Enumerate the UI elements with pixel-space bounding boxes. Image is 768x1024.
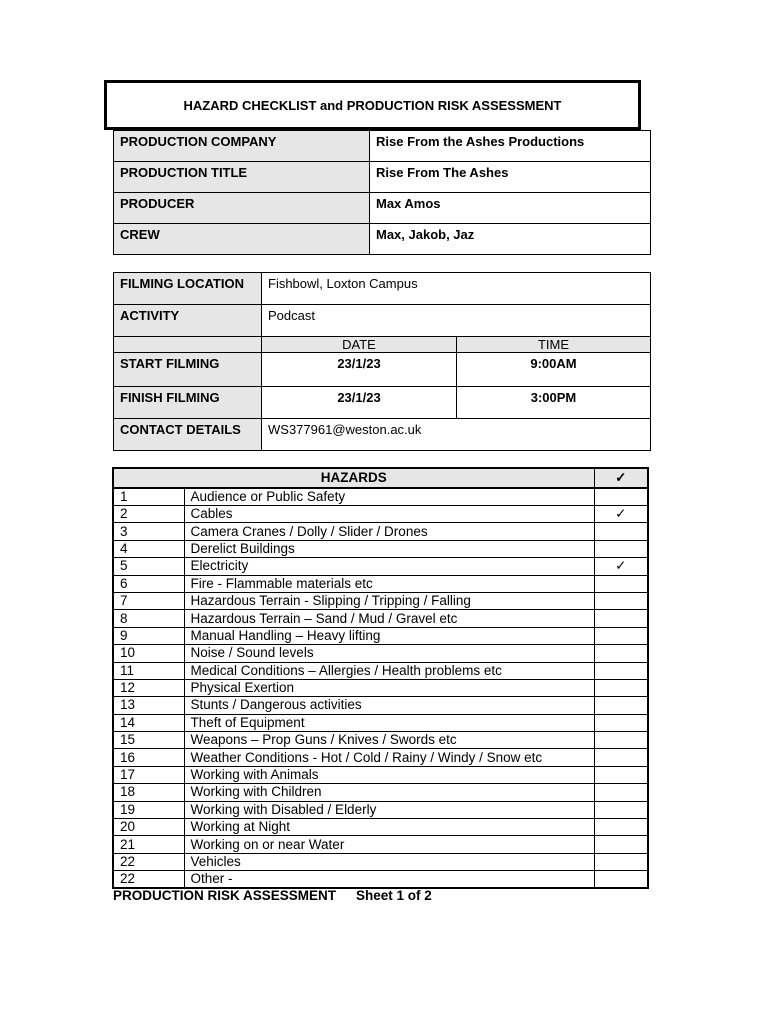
hazard-number: 15	[113, 732, 184, 749]
hazard-check-cell[interactable]	[594, 853, 648, 870]
hazard-number: 9	[113, 627, 184, 644]
hazard-number: 3	[113, 523, 184, 540]
hazard-name: Noise / Sound levels	[184, 645, 594, 662]
hazard-name: Weapons – Prop Guns / Knives / Swords etc	[184, 732, 594, 749]
hazard-number: 1	[113, 488, 184, 506]
hazard-number: 6	[113, 575, 184, 592]
hazard-number: 16	[113, 749, 184, 766]
hazard-name: Hazardous Terrain – Sand / Mud / Gravel etc	[184, 610, 594, 627]
activity-row	[114, 305, 651, 337]
hazard-number: 17	[113, 766, 184, 783]
contact-details-label: CONTACT DETAILS	[114, 419, 262, 451]
hazard-row	[113, 627, 648, 644]
hazard-number: 21	[113, 836, 184, 853]
date-header: DATE	[262, 337, 457, 353]
hazard-name: Manual Handling – Heavy lifting	[184, 627, 594, 644]
hazard-check-cell[interactable]	[594, 523, 648, 540]
hazard-check-cell[interactable]	[594, 645, 648, 662]
producer-label: PRODUCER	[114, 193, 370, 224]
start-filming-label: START FILMING	[114, 353, 262, 387]
filming-location-value: Fishbowl, Loxton Campus	[262, 273, 651, 305]
crew-label: CREW	[114, 224, 370, 255]
hazard-row	[113, 871, 648, 889]
sheet-number: Sheet 1 of 2	[356, 888, 432, 903]
producer-value: Max Amos	[370, 193, 651, 224]
hazard-check-cell[interactable]: ✓	[594, 506, 648, 523]
hazard-number: 7	[113, 592, 184, 609]
hazard-row	[113, 766, 648, 783]
hazard-number: 14	[113, 714, 184, 731]
footer-title: PRODUCTION RISK ASSESSMENT	[113, 888, 337, 903]
hazard-row	[113, 679, 648, 696]
hazard-number: 11	[113, 662, 184, 679]
hazard-row	[113, 558, 648, 575]
hazard-number: 20	[113, 819, 184, 836]
hazard-row	[113, 784, 648, 801]
time-header: TIME	[457, 337, 651, 353]
hazards-header-row	[113, 468, 648, 488]
hazard-name: Medical Conditions – Allergies / Health problems etc	[184, 662, 594, 679]
hazard-row	[113, 732, 648, 749]
hazard-check-cell[interactable]	[594, 766, 648, 783]
hazard-check-cell[interactable]	[594, 784, 648, 801]
filming-location-row	[114, 273, 651, 305]
hazard-name: Hazardous Terrain - Slipping / Tripping / Falling	[184, 592, 594, 609]
hazard-row	[113, 610, 648, 627]
hazard-number: 19	[113, 801, 184, 818]
finish-date: 23/1/23	[262, 387, 457, 419]
activity-value: Podcast	[262, 305, 651, 337]
hazard-row	[113, 488, 648, 506]
date-time-header-row	[114, 337, 651, 353]
hazard-name: Other -	[184, 871, 594, 889]
crew-value: Max, Jakob, Jaz	[370, 224, 651, 255]
hazard-row	[113, 645, 648, 662]
hazard-row	[113, 662, 648, 679]
production-title-label: PRODUCTION TITLE	[114, 162, 370, 193]
hazard-number: 12	[113, 679, 184, 696]
hazard-row	[113, 801, 648, 818]
page-footer	[113, 888, 432, 903]
hazard-row	[113, 523, 648, 540]
hazard-row	[113, 697, 648, 714]
hazard-number: 10	[113, 645, 184, 662]
hazards-header: HAZARDS	[113, 468, 594, 488]
hazard-check-cell[interactable]	[594, 592, 648, 609]
hazard-number: 22	[113, 853, 184, 870]
hazard-number: 13	[113, 697, 184, 714]
hazard-name: Vehicles	[184, 853, 594, 870]
hazard-check-cell[interactable]	[594, 679, 648, 696]
hazard-check-cell[interactable]	[594, 801, 648, 818]
finish-time: 3:00PM	[457, 387, 651, 419]
hazard-check-cell[interactable]	[594, 540, 648, 557]
contact-details-row	[114, 419, 651, 451]
hazard-row	[113, 540, 648, 557]
hazard-name: Physical Exertion	[184, 679, 594, 696]
check-header-icon: ✓	[594, 468, 648, 488]
start-date: 23/1/23	[262, 353, 457, 387]
hazard-name: Cables	[184, 506, 594, 523]
hazard-number: 5	[113, 558, 184, 575]
production-company-label: PRODUCTION COMPANY	[114, 131, 370, 162]
hazard-check-cell[interactable]	[594, 714, 648, 731]
production-title-row	[114, 162, 651, 193]
hazard-number: 2	[113, 506, 184, 523]
hazard-check-cell[interactable]: ✓	[594, 558, 648, 575]
hazard-row	[113, 506, 648, 523]
hazard-row	[113, 853, 648, 870]
hazard-name: Camera Cranes / Dolly / Slider / Drones	[184, 523, 594, 540]
hazard-row	[113, 749, 648, 766]
production-company-value: Rise From the Ashes Productions	[370, 131, 651, 162]
hazard-number: 22	[113, 871, 184, 889]
hazard-check-cell[interactable]	[594, 836, 648, 853]
crew-row	[114, 224, 651, 255]
hazard-check-cell[interactable]	[594, 610, 648, 627]
hazard-name: Fire - Flammable materials etc	[184, 575, 594, 592]
start-filming-row	[114, 353, 651, 387]
producer-row	[114, 193, 651, 224]
hazard-check-cell[interactable]	[594, 662, 648, 679]
hazard-row	[113, 836, 648, 853]
hazard-check-cell[interactable]	[594, 819, 648, 836]
location-schedule-table	[113, 272, 651, 451]
hazard-check-cell[interactable]	[594, 871, 648, 889]
hazard-name: Working at Night	[184, 819, 594, 836]
hazard-name: Theft of Equipment	[184, 714, 594, 731]
hazard-row	[113, 819, 648, 836]
document-title: HAZARD CHECKLIST and PRODUCTION RISK ASSESSMENT	[104, 80, 641, 130]
hazard-check-cell[interactable]	[594, 627, 648, 644]
hazard-check-cell[interactable]	[594, 749, 648, 766]
blank-header-cell	[114, 337, 262, 353]
hazard-row	[113, 592, 648, 609]
hazard-row	[113, 575, 648, 592]
hazard-check-cell[interactable]	[594, 488, 648, 506]
finish-filming-row	[114, 387, 651, 419]
hazard-name: Electricity	[184, 558, 594, 575]
hazard-name: Audience or Public Safety	[184, 488, 594, 506]
production-company-row	[114, 131, 651, 162]
start-time: 9:00AM	[457, 353, 651, 387]
production-details-table	[113, 130, 651, 255]
hazard-check-cell[interactable]	[594, 697, 648, 714]
hazard-number: 4	[113, 540, 184, 557]
hazard-name: Weather Conditions - Hot / Cold / Rainy / Windy / Snow etc	[184, 749, 594, 766]
activity-label: ACTIVITY	[114, 305, 262, 337]
hazard-name: Working on or near Water	[184, 836, 594, 853]
hazard-number: 18	[113, 784, 184, 801]
production-title-value: Rise From The Ashes	[370, 162, 651, 193]
hazard-name: Working with Children	[184, 784, 594, 801]
hazard-name: Working with Disabled / Elderly	[184, 801, 594, 818]
hazards-table	[112, 467, 649, 889]
hazard-check-cell[interactable]	[594, 732, 648, 749]
hazard-name: Derelict Buildings	[184, 540, 594, 557]
filming-location-label: FILMING LOCATION	[114, 273, 262, 305]
contact-details-value: WS377961@weston.ac.uk	[262, 419, 651, 451]
finish-filming-label: FINISH FILMING	[114, 387, 262, 419]
hazard-name: Stunts / Dangerous activities	[184, 697, 594, 714]
hazard-number: 8	[113, 610, 184, 627]
hazard-row	[113, 714, 648, 731]
hazard-check-cell[interactable]	[594, 575, 648, 592]
hazard-name: Working with Animals	[184, 766, 594, 783]
